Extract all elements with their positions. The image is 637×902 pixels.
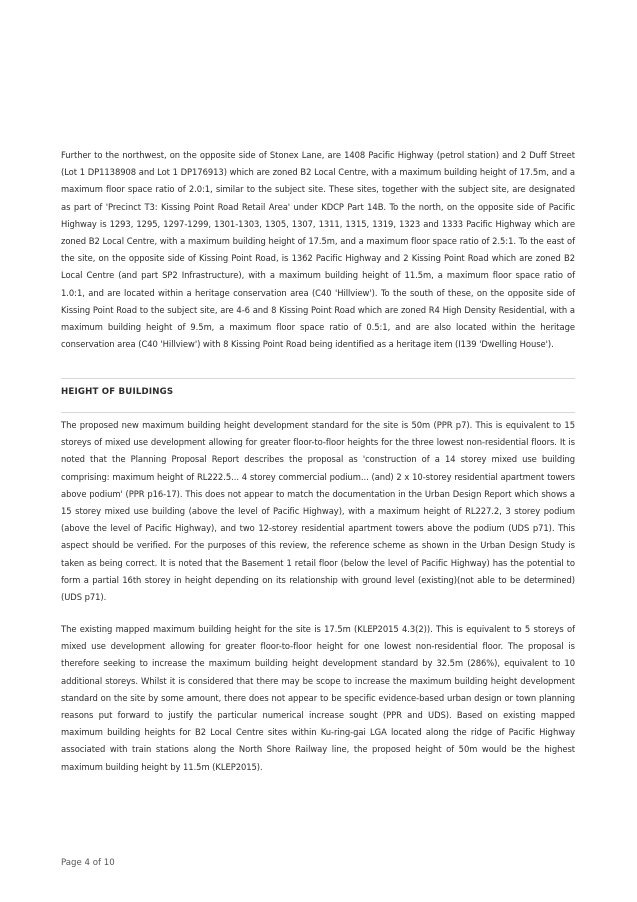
section-heading: HEIGHT OF BUILDINGS	[61, 387, 174, 397]
paragraph-existing-height: The existing mapped maximum building height for the site is 17.5m (KLEP2015 4.3(2)). This is equivalent to 5 storeys of mixed use development allowing for greater floor-to-floor height for one lowest non-residential floor. The proposal is therefore seeking to increase the maximum building height development standard by 32.5m (286%), equivalent to 10 additional storeys. Whilst it is considered that there may be scope to increase the maximum building height development standard on the site by some amount, there does not appear to be specific evidence-based urban design or town planning reasons put forward to justify the particular numerical increase sought (PPR and UDS). Based on existing mapped maximum building heights for B2 Local Centre sites within Ku-ring-gai LGA located along the ridge of Pacific Highway associated with train stations along the North Shore Railway line, the proposed height of 50m would be the highest maximum building height by 11.5m (KLEP2015).	[61, 624, 575, 772]
section-divider-bottom	[61, 412, 575, 413]
paragraph-proposed-height: The proposed new maximum building height development standard for the site is 50m (PPR p7). This is equivalent to 15 storeys of mixed use development allowing for greater floor-to-floor heights for the three lowest non-residential floors. It is noted that the Planning Proposal Report describes the proposal as 'construction of a 14 storey mixed use building comprising: maximum height of RL222.5... 4 storey commercial podium... (and) 2 x 10-storey residential apartment towers above podium' (PPR p16-17). This does not appear to match the documentation in the Urban Design Report which shows a 15 storey mixed use building (above the level of Pacific Highway), with a maximum height of RL227.2, 3 storey podium (above the level of Pacific Highway), and two 12-storey residential apartment towers above the podium (UDS p71). This aspect should be verified. For the purposes of this review, the reference scheme as shown in the Urban Design Study is taken as being correct. It is noted that the Basement 1 retail floor (below the level of Pacific Highway) has the potential to form a partial 16th storey in height depending on its relationship with ground level (existing)(not able to be determined)(UDS p71).	[61, 420, 575, 603]
paragraph-surrounding-sites: Further to the northwest, on the opposite side of Stonex Lane, are 1408 Pacific Highway (petrol station) and 2 Duff Street (Lot 1 DP1138908 and Lot 1 DP176913) which are zoned B2 Local Centre, with a maximum building height of 17.5m, and a maximum floor space ratio of 2.0:1, similar to the subject site. These sites, together with the subject site, are designated as part of 'Precinct T3: Kissing Point Road Retail Area' under KDCP Part 14B. To the north, on the opposite side of Pacific Highway is 1293, 1295, 1297-1299, 1301-1303, 1305, 1307, 1311, 1315, 1319, 1323 and 1333 Pacific Highway which are zoned B2 Local Centre, with a maximum building height of 17.5m, and a maximum floor space ratio of 2.5:1. To the east of the site, on the opposite side of Kissing Point Road, is 1362 Pacific Highway and 2 Kissing Point Road which are zoned B2 Local Centre (and part SP2 Infrastructure), with a maximum building height of 11.5m, a maximum floor space ratio of 1.0:1, and are located within a heritage conservation area (C40 'Hillview'). To the south of these, on the opposite side of Kissing Point Road to the subject site, are 4-6 and 8 Kissing Point Road which are zoned R4 High Density Residential, with a maximum building height of 9.5m, a maximum floor space ratio of 0.5:1, and are also located within the heritage conservation area (C40 'Hillview') with 8 Kissing Point Road being identified as a heritage item (I139 'Dwelling House').	[61, 150, 575, 350]
section-divider-top	[61, 378, 575, 379]
page-number: Page 4 of 10	[61, 858, 115, 868]
